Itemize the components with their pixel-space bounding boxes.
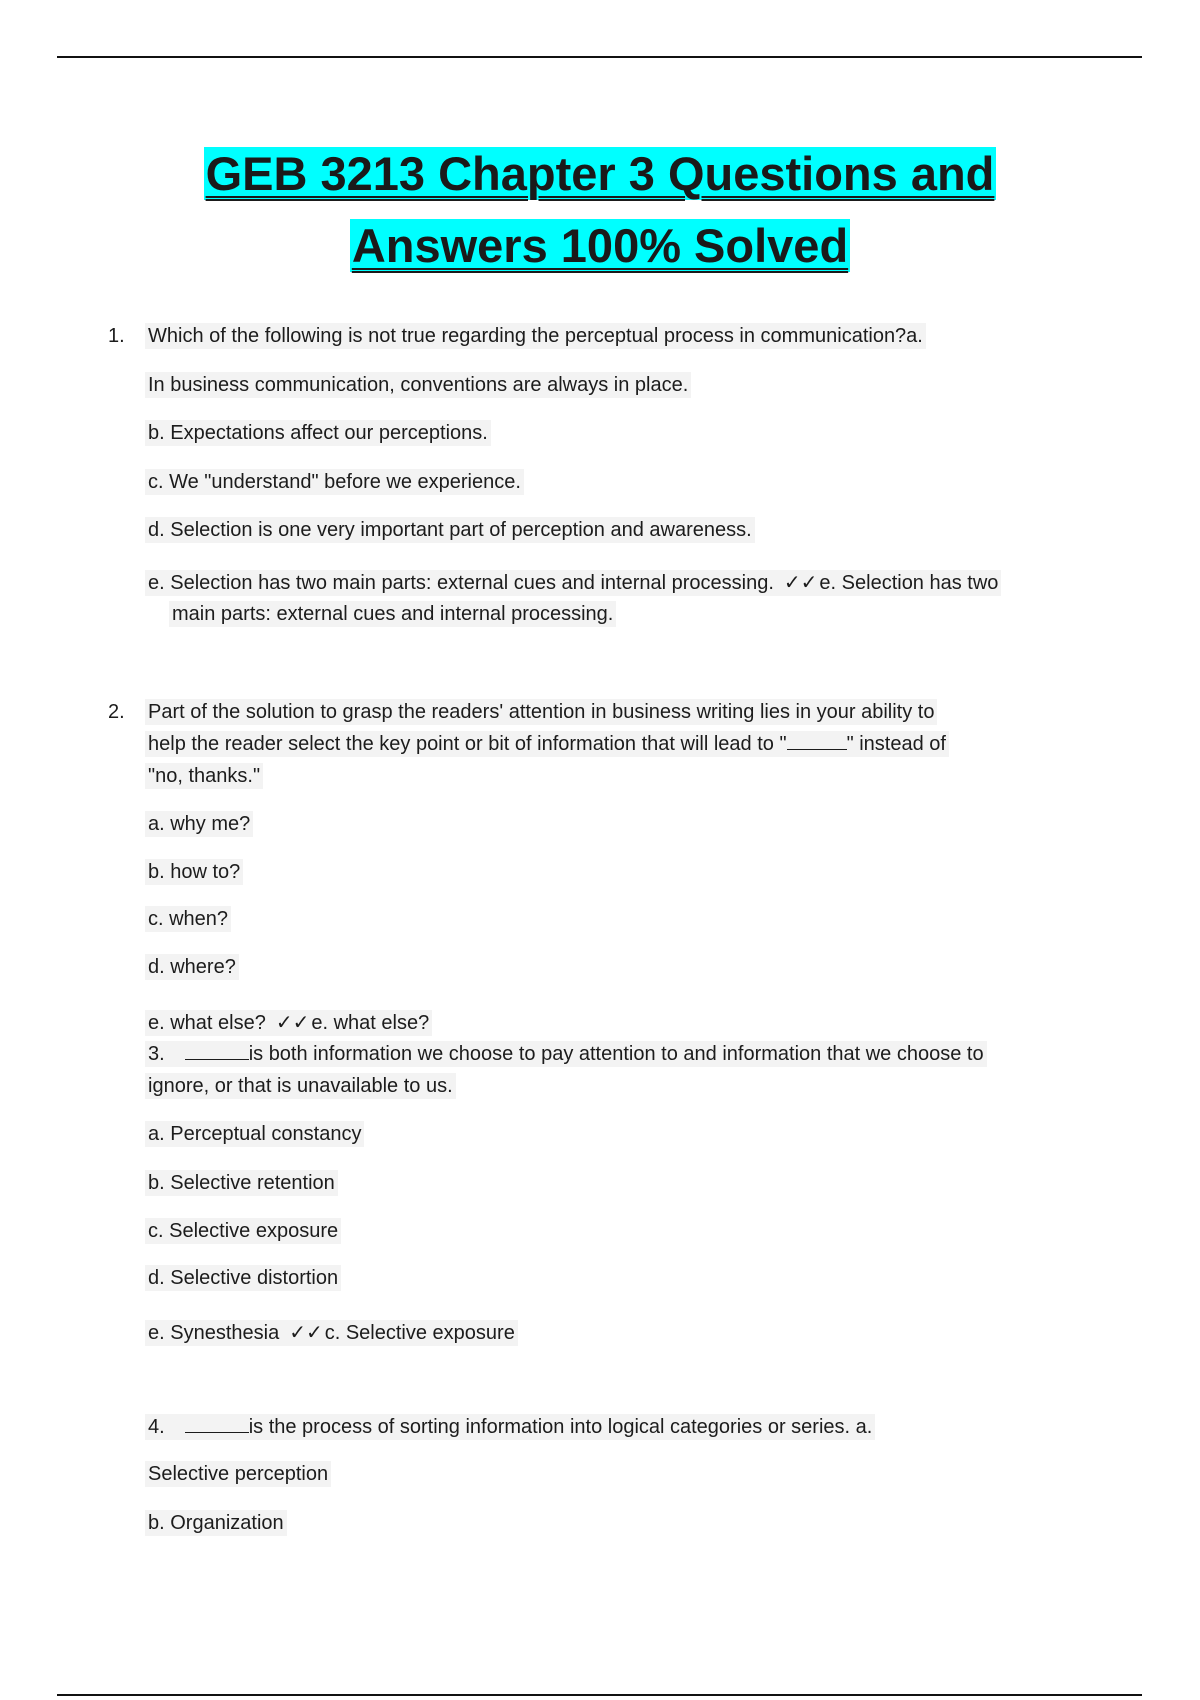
- double-check-icon: ✓✓: [289, 1320, 323, 1344]
- q1-number: 1.: [108, 325, 125, 347]
- q3-stem-line-2: ignore, or that is unavailable to us.: [145, 1073, 456, 1099]
- q4-stem: 4. is the process of sorting information into logical categories or series. a.: [145, 1414, 875, 1440]
- fill-in-blank: [185, 1042, 249, 1060]
- q3-answer: c. Selective exposure: [324, 1322, 515, 1344]
- q3-stem-line-1: 3. is both information we choose to pay attention to and information that we choose to: [145, 1041, 987, 1067]
- bottom-rule: [57, 1694, 1142, 1696]
- q2-number: 2.: [108, 701, 125, 723]
- title-line-2: Answers 100% Solved: [351, 219, 849, 272]
- q3-option-e: e. Synesthesia ✓✓ c. Selective exposure: [145, 1319, 518, 1346]
- q1-option-d: d. Selection is one very important part of perception and awareness.: [145, 517, 755, 543]
- q1-option-e: e. Selection has two main parts: external cues and internal processing. ✓✓ e. Selection has two: [145, 569, 1001, 596]
- q1-answer: e. Selection has two: [819, 572, 999, 594]
- q4-option-a: Selective perception: [145, 1461, 331, 1487]
- q2-option-e: e. what else? ✓✓ e. what else?: [145, 1009, 432, 1036]
- document-title: [0, 138, 1200, 282]
- title-line-1: GEB 3213 Chapter 3 Questions and: [205, 147, 995, 200]
- q1-answer-continued: main parts: external cues and internal processing.: [169, 601, 616, 627]
- q1-option-c: c. We "understand" before we experience.: [145, 469, 524, 495]
- q3-number: 3.: [148, 1043, 165, 1065]
- q2-option-b: b. how to?: [145, 859, 243, 885]
- q3-option-a: a. Perceptual constancy: [145, 1121, 364, 1147]
- q2-option-d: d. where?: [145, 954, 239, 980]
- q2-stem-line-3: "no, thanks.": [145, 763, 263, 789]
- q2-option-a: a. why me?: [145, 811, 253, 837]
- q2-stem-line-2: help the reader select the key point or bit of information that will lead to " " instead of: [145, 731, 949, 757]
- q1-option-a: In business communication, conventions are always in place.: [145, 372, 691, 398]
- fill-in-blank: [185, 1415, 249, 1433]
- q3-option-d: d. Selective distortion: [145, 1265, 341, 1291]
- q3-option-c: c. Selective exposure: [145, 1218, 341, 1244]
- q4-number: 4.: [148, 1416, 165, 1438]
- q2-answer: e. what else?: [311, 1012, 430, 1034]
- q4-option-b: b. Organization: [145, 1510, 287, 1536]
- double-check-icon: ✓✓: [783, 570, 818, 594]
- q2-stem-line-1: Part of the solution to grasp the readers' attention in business writing lies in your ability to: [145, 699, 937, 725]
- q3-option-b: b. Selective retention: [145, 1170, 338, 1196]
- top-rule: [57, 56, 1142, 58]
- q1-stem: Which of the following is not true regarding the perceptual process in communication?a.: [145, 323, 926, 349]
- fill-in-blank: [787, 732, 847, 750]
- double-check-icon: ✓✓: [275, 1010, 310, 1034]
- q2-option-c: c. when?: [145, 906, 231, 932]
- q1-option-b: b. Expectations affect our perceptions.: [145, 420, 491, 446]
